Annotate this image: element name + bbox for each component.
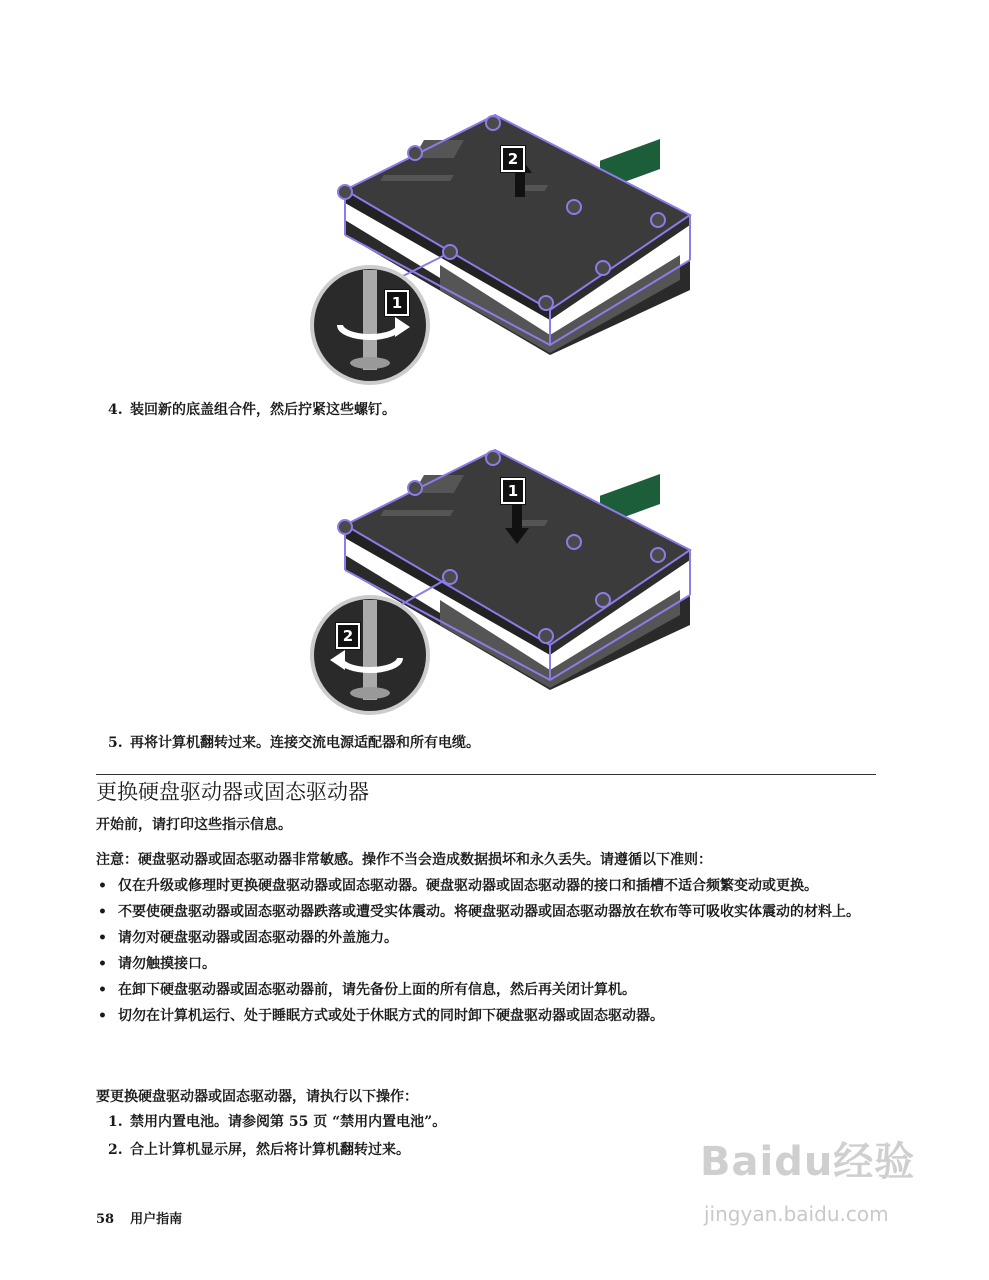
callout-badge: 2: [501, 146, 525, 172]
list-item-text: 切勿在计算机运行、处于睡眠方式或处于休眠方式的同时卸下硬盘驱动器或固态驱动器。: [118, 1008, 664, 1024]
guideline-list: [96, 876, 886, 1032]
laptop-illustration: [300, 430, 700, 730]
list-item-text: 请勿触摸接口。: [118, 956, 216, 972]
bullet-icon: •: [98, 904, 107, 920]
step-text: 合上计算机显示屏，然后将计算机翻转过来。: [130, 1142, 410, 1158]
list-item: [96, 928, 886, 948]
bullet-icon: •: [98, 878, 107, 894]
step-number: 4.: [108, 402, 123, 418]
list-item-text: 不要使硬盘驱动器或固态驱动器跌落或遭受实体震动。将硬盘驱动器或固态驱动器放在软布等可吸收实体震动的材料上。: [118, 904, 860, 920]
watermark-url: jingyan.baidu.com: [704, 1202, 889, 1226]
figure-remove-bottom-cover: [300, 95, 700, 395]
watermark-logo: Baidu经验: [700, 1139, 916, 1185]
step-number: 1.: [108, 1114, 123, 1130]
step-item: [108, 1140, 410, 1160]
bullet-icon: •: [98, 956, 107, 972]
step-number: 2.: [108, 1142, 123, 1158]
laptop-illustration: [300, 95, 700, 395]
list-item: [96, 1006, 886, 1026]
list-item: [96, 876, 886, 896]
list-item-text: 请勿对硬盘驱动器或固态驱动器的外盖施力。: [118, 930, 398, 946]
bullet-icon: •: [98, 930, 107, 946]
step-text: 装回新的底盖组合件，然后拧紧这些螺钉。: [130, 402, 396, 418]
attention-note: [96, 850, 712, 870]
callout-badge: 1: [501, 478, 525, 504]
step-text: 禁用内置电池。请参阅第 55 页 “禁用内置电池”。: [130, 1114, 447, 1130]
intro-paragraph: 开始前，请打印这些指示信息。: [96, 817, 292, 833]
bullet-icon: •: [98, 982, 107, 998]
page-footer: [96, 1208, 182, 1227]
page-number: 58: [96, 1212, 115, 1227]
document-title: 用户指南: [130, 1212, 183, 1227]
list-item-text: 在卸下硬盘驱动器或固态驱动器前，请先备份上面的所有信息，然后再关闭计算机。: [118, 982, 636, 998]
note-text: 硬盘驱动器或固态驱动器非常敏感。操作不当会造成数据损坏和永久丢失。请遵循以下准则：: [138, 852, 712, 868]
list-item-text: 仅在升级或修理时更换硬盘驱动器或固态驱动器。硬盘驱动器或固态驱动器的接口和插槽不适合频繁变动或更换。: [118, 878, 818, 894]
step-item: [108, 400, 396, 420]
callout-badge: 2: [336, 623, 360, 649]
figure-install-bottom-cover: [300, 430, 700, 730]
procedure-intro: 要更换硬盘驱动器或固态驱动器，请执行以下操作：: [96, 1089, 418, 1105]
step-item: [108, 1112, 446, 1132]
step-text: 再将计算机翻转过来。连接交流电源适配器和所有电缆。: [130, 735, 480, 751]
list-item: [96, 954, 886, 974]
bullet-icon: •: [98, 1008, 107, 1024]
step-number: 5.: [108, 735, 123, 751]
list-item: [96, 980, 886, 1000]
watermark: [700, 1130, 940, 1250]
note-label: 注意：: [96, 852, 138, 868]
list-item: [96, 902, 886, 922]
section-divider: [96, 774, 876, 775]
section-heading: 更换硬盘驱动器或固态驱动器: [96, 780, 369, 804]
step-item: [108, 733, 480, 753]
callout-badge: 1: [385, 290, 409, 316]
